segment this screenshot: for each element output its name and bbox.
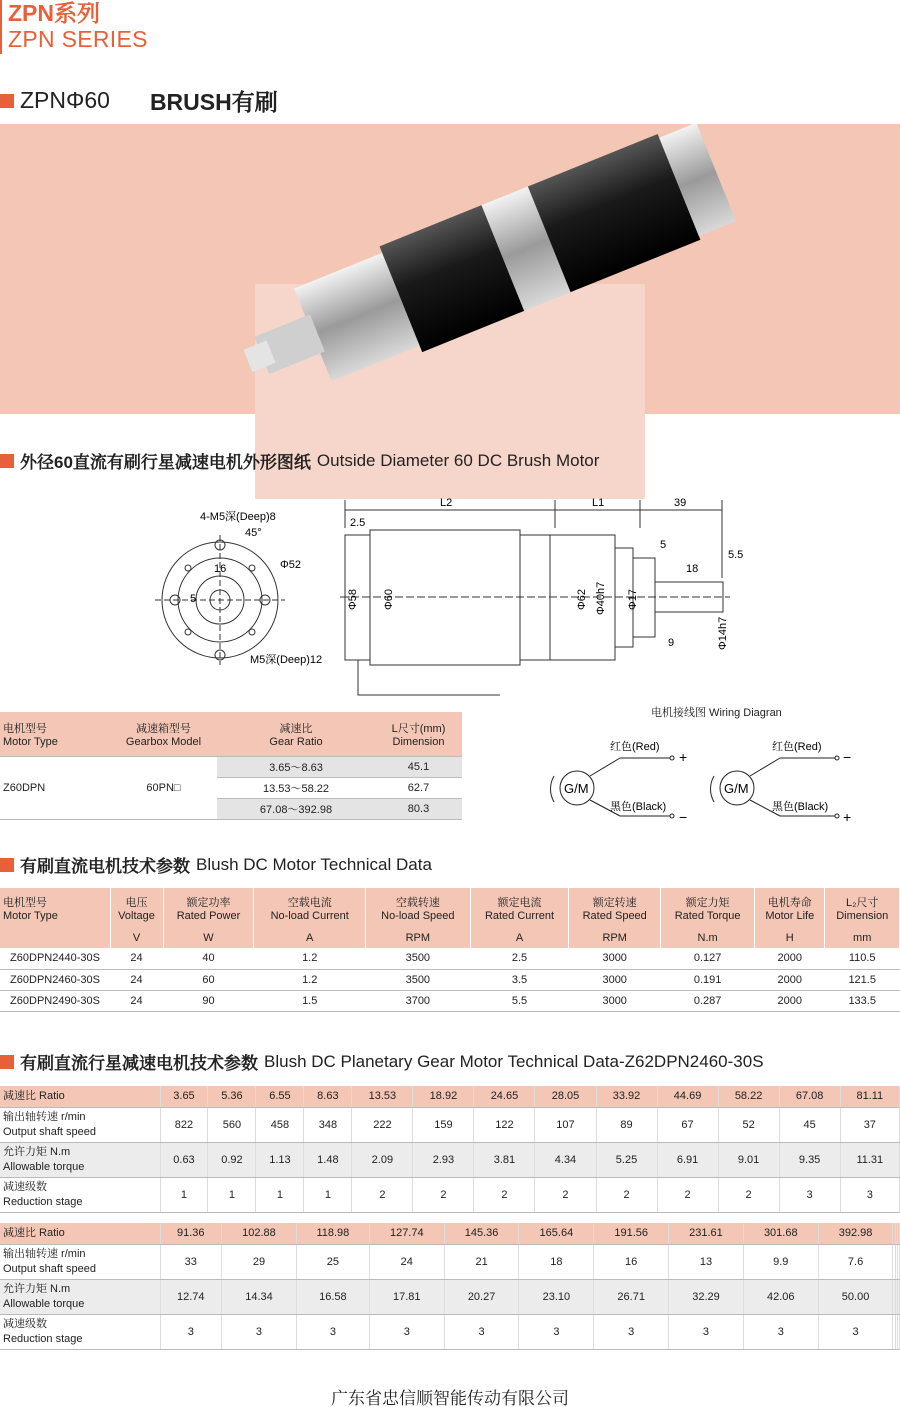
motor-data-cell: 0.191 — [661, 969, 755, 990]
gear-data-cell: 17.81 — [369, 1279, 444, 1314]
gear-data-cell: 822 — [160, 1107, 208, 1142]
dim-45deg: 45° — [245, 527, 262, 539]
gearbox-cell: 60PN□ — [110, 756, 217, 819]
gear-data-cell: 6.91 — [657, 1142, 718, 1177]
gear-data-cell: 0.92 — [208, 1142, 256, 1177]
series-accent-rule — [0, 0, 2, 54]
gear-data-table-1 — [0, 1086, 900, 1213]
motor-data-cell: 3000 — [569, 969, 661, 990]
header-cn: 额定功率 — [186, 897, 231, 909]
motor-data-cell: 3500 — [365, 969, 470, 990]
motor-data-cell: 121.5 — [825, 969, 900, 990]
gear-data-cell: 2 — [535, 1177, 596, 1212]
left-black-sign: − — [679, 809, 688, 825]
table-row — [0, 1107, 900, 1142]
table-row — [0, 1279, 900, 1314]
unit-header: H — [755, 928, 825, 948]
gear-data-heading — [0, 1049, 764, 1074]
gear-data-cell: 33.92 — [596, 1086, 657, 1107]
header-en: Voltage — [118, 910, 155, 922]
header-cn: 额定力矩 — [685, 897, 730, 909]
model-heading — [0, 84, 278, 117]
gear-data-cell — [897, 1223, 899, 1244]
gear-data-cell: 2.09 — [352, 1142, 413, 1177]
gear-data-cell: 458 — [256, 1107, 304, 1142]
gear-data-cell: 191.56 — [594, 1223, 669, 1244]
dim-l2: L2 — [440, 497, 453, 509]
header-cn: 电机寿命 — [767, 897, 812, 909]
dim-l1: L1 — [592, 497, 605, 509]
gear-data-cell: 122 — [474, 1107, 535, 1142]
product-banner — [0, 124, 900, 414]
gear-data-cell: 3 — [818, 1314, 893, 1349]
gear-data-cell: 24.65 — [474, 1086, 535, 1107]
motor-gearbox-table — [0, 712, 462, 820]
motor-data-cell: 1.5 — [254, 990, 366, 1011]
gear-data-cell: 91.36 — [160, 1223, 222, 1244]
gear-data-cell: 3 — [669, 1314, 744, 1349]
right-red-label: 红色(Red) — [772, 741, 822, 753]
gear-data-cell: 89 — [596, 1107, 657, 1142]
gear-data-cell: 2 — [413, 1177, 474, 1212]
gear-data-cell: 67.08 — [779, 1086, 840, 1107]
gear-data-cell: 37 — [840, 1107, 899, 1142]
th-ratio-en: Gear Ratio — [269, 735, 323, 748]
gear-data-cell: 1.13 — [256, 1142, 304, 1177]
header-en: No-load Speed — [381, 910, 455, 922]
th-ratio-cn: 减速比 — [279, 722, 313, 735]
header-en: Rated Power — [176, 910, 241, 922]
motor-data-heading — [0, 852, 432, 877]
th-motor-type-cn: 电机型号 — [3, 722, 47, 735]
ratio-cell: 13.53～58.22 — [217, 777, 375, 798]
dim-m5: M5深(Deep)12 — [250, 654, 323, 666]
gear-data-cell — [897, 1314, 899, 1349]
gear-data-cell: 67 — [657, 1107, 718, 1142]
gear-data-cell: 20.27 — [444, 1279, 519, 1314]
header-cn: 空载转速 — [395, 897, 440, 909]
th-gearbox-en: Gearbox Model — [125, 735, 202, 748]
motor-data-cell: 0.127 — [661, 948, 755, 969]
gear-data-cell: 3 — [296, 1314, 369, 1349]
gear-data-cell: 2 — [352, 1177, 413, 1212]
dim-5: 5 — [190, 593, 197, 605]
th-motor-type-en: Motor Type — [3, 735, 58, 748]
motor-data-cell: 3700 — [365, 990, 470, 1011]
motor-data-cell: 5.5 — [470, 990, 569, 1011]
gear-data-cell: 25 — [296, 1244, 369, 1279]
gear-motor-photo — [0, 124, 900, 414]
th-dimension-cn: L尺寸(mm) — [391, 722, 446, 735]
gear-data-cell: 3 — [840, 1177, 899, 1212]
gear-data-cell: 1.48 — [304, 1142, 352, 1177]
right-black-label: 黑色(Black) — [772, 801, 829, 813]
motor-data-header — [569, 888, 661, 928]
gear-data-cell: 32.29 — [669, 1279, 744, 1314]
unit-header: A — [470, 928, 569, 948]
section-marker-icon — [0, 1055, 14, 1069]
dim-2-5: 2.5 — [350, 517, 366, 529]
dim-5b: 5 — [660, 539, 667, 551]
gear-data-cell: 16 — [594, 1244, 669, 1279]
row-label — [0, 1244, 160, 1279]
table-row — [0, 969, 900, 990]
motor-data-header — [163, 888, 254, 928]
outline-title-en: Outside Diameter 60 DC Brush Motor — [316, 450, 600, 470]
header-cn: 电压 — [125, 897, 148, 909]
header-cn: 电机型号 — [3, 897, 47, 909]
table-row — [0, 1177, 900, 1212]
gear-data-cell: 2 — [657, 1177, 718, 1212]
motor-data-header — [110, 888, 163, 928]
gear-data-cell: 18.92 — [413, 1086, 474, 1107]
unit-header: W — [163, 928, 254, 948]
motor-data-cell: 0.287 — [661, 990, 755, 1011]
outline-title-cn: 外径60直流有刷行星减速电机外形图纸 — [20, 453, 311, 472]
motor-data-cell: 2000 — [755, 948, 825, 969]
gear-data-cell: 2 — [474, 1177, 535, 1212]
table-row — [0, 990, 900, 1011]
gear-data-cell: 9.01 — [718, 1142, 779, 1177]
right-red-sign: − — [843, 749, 852, 765]
row-label — [0, 1314, 160, 1349]
left-red-label: 红色(Red) — [610, 741, 660, 753]
gear-data-cell: 560 — [208, 1107, 256, 1142]
dim-cell: 62.7 — [375, 777, 462, 798]
gear-data-cell: 21 — [444, 1244, 519, 1279]
gear-data-cell: 301.68 — [743, 1223, 818, 1244]
dim-phi17: Φ17 — [627, 588, 639, 610]
gear-data-cell: 1 — [160, 1177, 208, 1212]
dim-phi40: Φ40h7 — [595, 581, 607, 615]
motor-data-cell: 24 — [110, 969, 163, 990]
gear-data-cell: 1 — [256, 1177, 304, 1212]
left-red-sign: + — [679, 749, 688, 765]
gear-data-cell: 42.06 — [743, 1279, 818, 1314]
model-code: ZPNΦ60 — [20, 87, 110, 113]
gear-data-cell: 222 — [352, 1107, 413, 1142]
table-row — [0, 1223, 900, 1244]
gear-data-cell: 9.35 — [779, 1142, 840, 1177]
motor-data-cell: 1.2 — [254, 969, 366, 990]
dim-5-5: 5.5 — [728, 549, 744, 561]
gear-data-cell: 3.81 — [474, 1142, 535, 1177]
gear-data-cell: 45 — [779, 1107, 840, 1142]
gear-data-cell: 9.9 — [743, 1244, 818, 1279]
gear-data-cell: 3 — [519, 1314, 594, 1349]
header-cn: 空载电流 — [287, 897, 332, 909]
gear-data-cell: 3 — [444, 1314, 519, 1349]
row-label-text: Output shaft speed — [3, 1125, 96, 1138]
gear-data-cell: 8.63 — [304, 1086, 352, 1107]
gear-data-cell: 13.53 — [352, 1086, 413, 1107]
gear-data-cell: 3 — [160, 1314, 222, 1349]
motor-data-title-cn: 有刷直流电机技术参数 — [20, 857, 190, 876]
gear-data-cell: 2.93 — [413, 1142, 474, 1177]
dim-cell: 80.3 — [375, 798, 462, 819]
model-type: BRUSH有刷 — [149, 89, 278, 115]
table-row — [0, 948, 900, 969]
gear-data-cell: 81.11 — [840, 1086, 899, 1107]
gear-data-cell: 102.88 — [222, 1223, 297, 1244]
row-label-text: Allowable torque — [3, 1160, 85, 1173]
row-label-text: 输出轴转速 r/min — [3, 1248, 86, 1261]
gear-data-cell: 52 — [718, 1107, 779, 1142]
motor-data-cell: 3000 — [569, 990, 661, 1011]
header-en: Rated Current — [484, 910, 555, 922]
gear-data-cell: 44.69 — [657, 1086, 718, 1107]
motor-data-cell: 133.5 — [825, 990, 900, 1011]
gear-data-cell: 28.05 — [535, 1086, 596, 1107]
row-label — [0, 1279, 160, 1314]
table-row — [0, 1244, 900, 1279]
motor-data-cell: 24 — [110, 948, 163, 969]
gear-data-cell: 231.61 — [669, 1223, 744, 1244]
wiring-diagram — [540, 732, 900, 832]
gear-data-cell: 11.31 — [840, 1142, 899, 1177]
header-en: Dimension — [836, 910, 889, 922]
dim-cell: 45.1 — [375, 756, 462, 777]
header-en: Rated Speed — [582, 910, 647, 922]
row-label-text: Output shaft speed — [3, 1262, 96, 1275]
gear-data-cell: 23.10 — [519, 1279, 594, 1314]
gear-data-cell: 145.36 — [444, 1223, 519, 1244]
motor-data-cell: 2000 — [755, 969, 825, 990]
gear-data-cell: 58.22 — [718, 1086, 779, 1107]
unit-header: V — [110, 928, 163, 948]
th-dimension-en: Dimension — [392, 735, 445, 748]
left-black-label: 黑色(Black) — [610, 801, 667, 813]
gear-data-cell: 2 — [718, 1177, 779, 1212]
gear-data-cell: 13 — [669, 1244, 744, 1279]
dim-phi14: Φ14h7 — [717, 616, 729, 650]
gear-data-cell: 29 — [222, 1244, 297, 1279]
unit-header: A — [254, 928, 366, 948]
gear-data-cell: 159 — [413, 1107, 474, 1142]
gear-data-cell: 50.00 — [818, 1279, 893, 1314]
motor-data-cell: Z60DPN2460-30S — [0, 969, 110, 990]
gear-data-cell — [897, 1279, 899, 1314]
header-en: Motor Type — [3, 910, 58, 922]
dim-16: 16 — [214, 563, 227, 575]
motor-data-cell: 2000 — [755, 990, 825, 1011]
motor-data-cell: 60 — [163, 969, 254, 990]
gear-data-cell: 118.98 — [296, 1223, 369, 1244]
gear-data-cell: 3 — [779, 1177, 840, 1212]
row-label-text: 减速级数 — [3, 1318, 47, 1331]
dim-phi62: Φ62 — [576, 588, 588, 610]
table-row — [0, 1314, 900, 1349]
row-label — [0, 1142, 160, 1177]
motor-data-header — [254, 888, 366, 928]
row-label — [0, 1177, 160, 1212]
gear-data-cell: 24 — [369, 1244, 444, 1279]
gear-data-cell: 33 — [160, 1244, 222, 1279]
motor-type-cell: Z60DPN — [0, 756, 110, 819]
motor-data-header — [755, 888, 825, 928]
gear-data-cell: 392.98 — [818, 1223, 893, 1244]
motor-data-header — [825, 888, 900, 928]
motor-data-cell: 110.5 — [825, 948, 900, 969]
table-row — [0, 1086, 900, 1107]
gear-data-cell: 3.65 — [160, 1086, 208, 1107]
gear-data-cell: 1 — [208, 1177, 256, 1212]
row-label-text: 输出轴转速 r/min — [3, 1111, 86, 1124]
gear-data-cell: 2 — [596, 1177, 657, 1212]
dim-phi58: Φ58 — [347, 588, 359, 610]
header-cn: 额定转速 — [592, 897, 637, 909]
gear-data-cell: 3 — [369, 1314, 444, 1349]
gear-data-cell: 0.63 — [160, 1142, 208, 1177]
unit-header — [0, 928, 110, 948]
row-label-text: 减速级数 — [3, 1181, 47, 1194]
gear-data-cell: 3 — [594, 1314, 669, 1349]
gear-data-cell: 1 — [304, 1177, 352, 1212]
gm-right: G/M — [724, 781, 749, 796]
section-marker-icon — [0, 94, 14, 108]
outline-drawing — [0, 470, 900, 710]
section-marker-icon — [0, 454, 14, 468]
header-en: No-load Current — [270, 910, 349, 922]
motor-data-cell: 24 — [110, 990, 163, 1011]
motor-data-cell: 1.2 — [254, 948, 366, 969]
th-gearbox-cn: 减速箱型号 — [136, 722, 191, 735]
gear-data-cell: 14.34 — [222, 1279, 297, 1314]
unit-header: mm — [825, 928, 900, 948]
table-row — [0, 1142, 900, 1177]
motor-data-header — [365, 888, 470, 928]
gear-data-cell: 5.25 — [596, 1142, 657, 1177]
gear-data-cell: 3 — [222, 1314, 297, 1349]
motor-data-cell: Z60DPN2440-30S — [0, 948, 110, 969]
motor-data-cell: 3.5 — [470, 969, 569, 990]
series-title-cn: ZPN系列 — [8, 0, 100, 26]
row-label-text: Reduction stage — [3, 1195, 83, 1208]
header-en: Rated Torque — [674, 910, 741, 922]
motor-data-cell: 40 — [163, 948, 254, 969]
wiring-title: 电机接线图 Wiring Diagran — [651, 707, 782, 719]
motor-data-header — [0, 888, 110, 928]
motor-data-cell: 2.5 — [470, 948, 569, 969]
row-label — [0, 1086, 160, 1107]
gear-data-cell: 4.34 — [535, 1142, 596, 1177]
row-label-text: 允许力矩 N.m — [3, 1146, 71, 1159]
header-en: Motor Life — [765, 910, 815, 922]
row-label — [0, 1107, 160, 1142]
row-label-text: Allowable torque — [3, 1297, 85, 1310]
motor-data-header — [661, 888, 755, 928]
gm-left: G/M — [564, 781, 589, 796]
gear-data-cell — [897, 1244, 899, 1279]
gear-data-table-2 — [0, 1223, 900, 1350]
motor-data-cell: 3000 — [569, 948, 661, 969]
row-label-text: Reduction stage — [3, 1332, 83, 1345]
motor-data-table — [0, 888, 900, 1012]
series-title — [8, 2, 148, 51]
dim-phi60: Φ60 — [383, 588, 395, 610]
right-black-sign: + — [843, 809, 852, 825]
gear-data-cell: 6.55 — [256, 1086, 304, 1107]
company-footer: 广东省忠信顺智能传动有限公司 — [331, 1389, 569, 1407]
gear-data-cell: 127.74 — [369, 1223, 444, 1244]
gear-data-cell: 18 — [519, 1244, 594, 1279]
gear-data-cell: 7.6 — [818, 1244, 893, 1279]
ratio-cell: 3.65～8.63 — [217, 756, 375, 777]
gear-data-cell: 5.36 — [208, 1086, 256, 1107]
unit-header: RPM — [365, 928, 470, 948]
gear-data-cell: 3 — [743, 1314, 818, 1349]
row-label-text: 减速比 Ratio — [3, 1227, 65, 1240]
motor-data-header — [470, 888, 569, 928]
row-label — [0, 1223, 160, 1244]
gear-data-title-cn: 有刷直流行星减速电机技术参数 — [20, 1054, 258, 1073]
gear-data-cell: 107 — [535, 1107, 596, 1142]
row-label-text: 允许力矩 N.m — [3, 1283, 71, 1296]
motor-data-cell: 90 — [163, 990, 254, 1011]
ratio-cell: 67.08～392.98 — [217, 798, 375, 819]
gear-data-cell: 26.71 — [594, 1279, 669, 1314]
header-cn: L₂尺寸 — [846, 897, 879, 909]
motor-data-cell: 3500 — [365, 948, 470, 969]
dim-9: 9 — [668, 637, 675, 649]
row-label-text: 减速比 Ratio — [3, 1090, 65, 1103]
gear-data-title-en: Blush DC Planetary Gear Motor Technical Data-Z62DPN2460-30S — [264, 1051, 764, 1071]
unit-header: N.m — [661, 928, 755, 948]
gear-data-cell: 16.58 — [296, 1279, 369, 1314]
gear-data-cell: 348 — [304, 1107, 352, 1142]
series-title-en: ZPN SERIES — [8, 26, 148, 52]
gear-data-cell: 165.64 — [519, 1223, 594, 1244]
dim-phi52: Φ52 — [280, 559, 302, 571]
motor-data-title-en: Blush DC Motor Technical Data — [196, 854, 432, 874]
unit-header: RPM — [569, 928, 661, 948]
dim-39: 39 — [674, 497, 687, 509]
header-cn: 额定电流 — [497, 897, 542, 909]
dim-4m5: 4-M5深(Deep)8 — [200, 511, 276, 523]
dim-18: 18 — [686, 563, 699, 575]
motor-data-cell: Z60DPN2490-30S — [0, 990, 110, 1011]
section-marker-icon — [0, 858, 14, 872]
gear-data-cell: 12.74 — [160, 1279, 222, 1314]
